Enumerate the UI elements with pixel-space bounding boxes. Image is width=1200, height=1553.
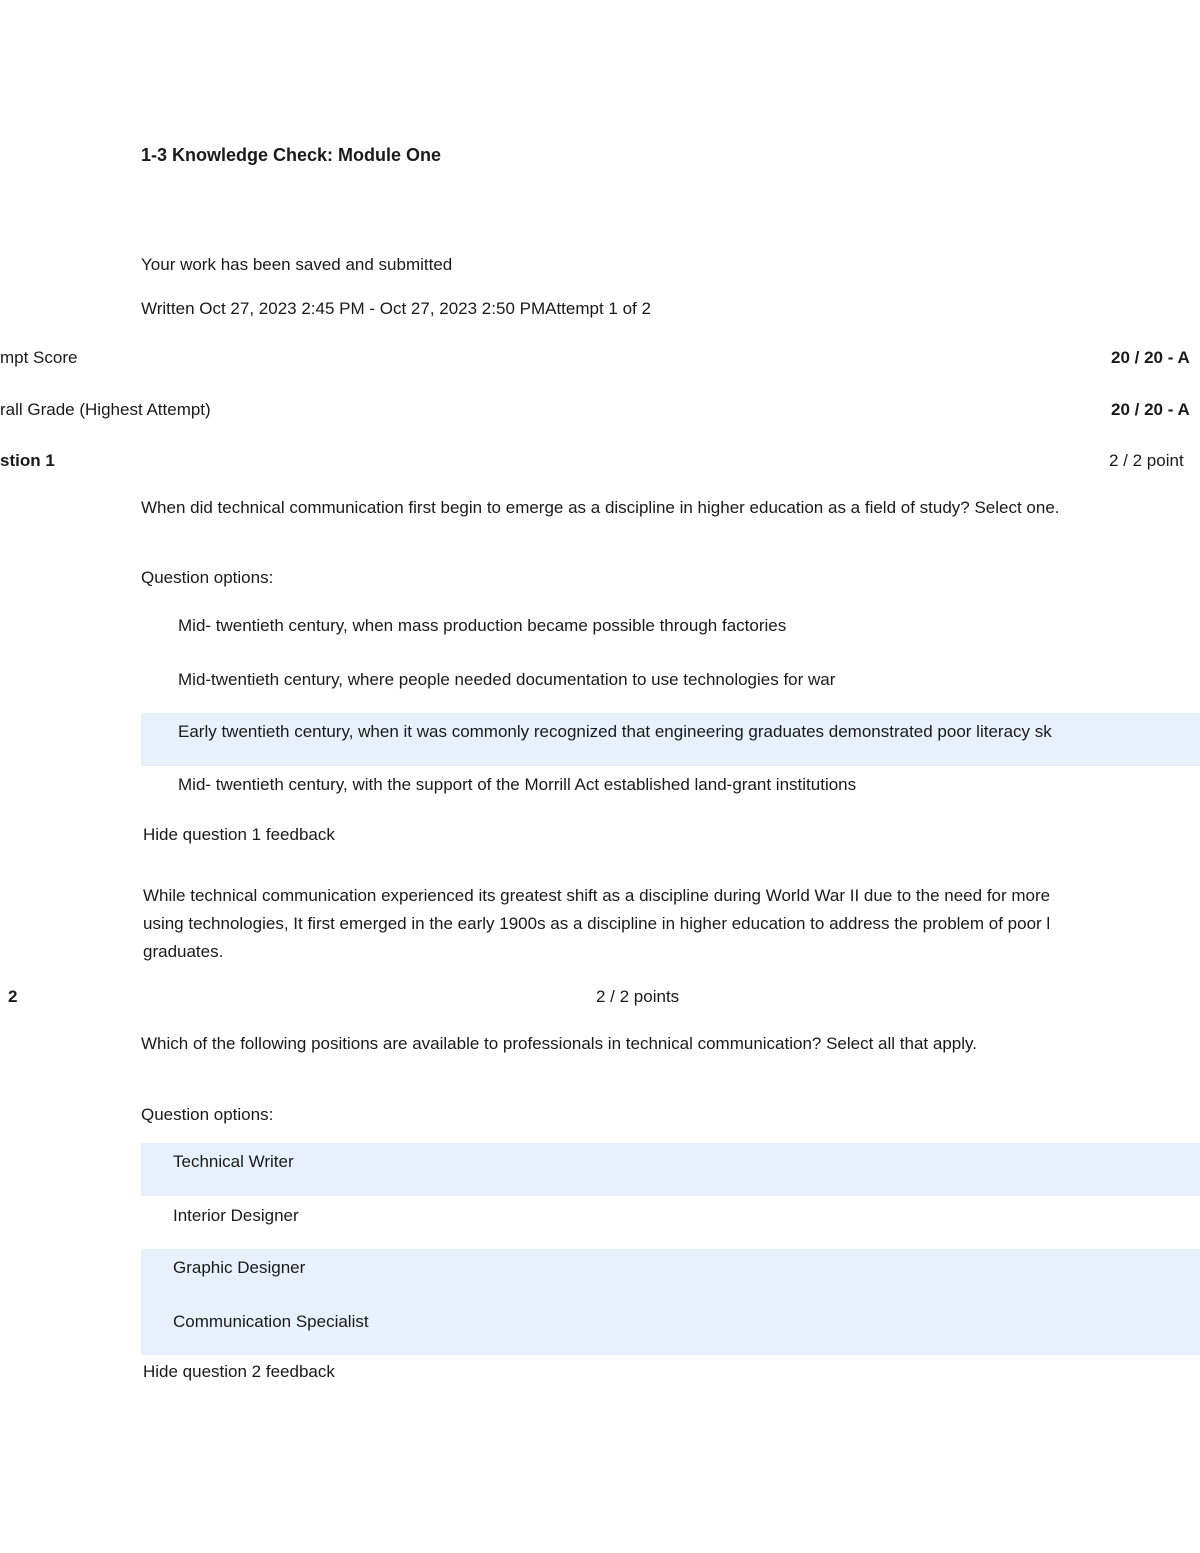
question-1-prompt: When did technical communication first begin to emerge as a discipline in higher education as a field of study? Select one. <box>141 498 1060 517</box>
attempt-score-label: mpt Score <box>0 348 78 367</box>
hide-question-1-feedback-link[interactable]: Hide question 1 feedback <box>143 825 335 844</box>
question-2-option-correct: Technical Writer <box>173 1152 294 1171</box>
question-1-points: 2 / 2 point <box>1109 451 1184 470</box>
question-1-options-label: Question options: <box>141 568 274 587</box>
question-1-option: Mid-twentieth century, where people needed documentation to use technologies for war <box>178 670 836 689</box>
attempt-score-value: 20 / 20 - A <box>1111 348 1190 367</box>
question-1-option: Mid- twentieth century, with the support of the Morrill Act established land-grant institutions <box>178 775 857 794</box>
question-2-prompt: Which of the following positions are available to professionals in technical communication? Select all that apply. <box>141 1034 977 1053</box>
overall-grade-label: rall Grade (Highest Attempt) <box>0 400 211 419</box>
submission-status: Your work has been saved and submitted <box>141 255 453 274</box>
question-2-points: 2 / 2 points <box>596 987 680 1006</box>
question-1-option-correct: Early twentieth century, when it was commonly recognized that engineering graduates demonstrated poor literacy sk <box>178 722 1052 741</box>
question-2-options-label: Question options: <box>141 1105 274 1124</box>
feedback-line: graduates. <box>143 942 224 961</box>
question-2-option-correct: Communication Specialist <box>173 1312 369 1331</box>
overall-grade-value: 20 / 20 - A <box>1111 400 1190 419</box>
page-title: 1-3 Knowledge Check: Module One <box>141 145 442 165</box>
feedback-line: While technical communication experienced its greatest shift as a discipline during World War II due to the need for more <box>143 886 1051 905</box>
feedback-line: using technologies, It first emerged in the early 1900s as a discipline in higher education to address the problem of poor l <box>143 914 1051 933</box>
question-2-label: 2 <box>8 987 18 1006</box>
attempt-written-info: Written Oct 27, 2023 2:45 PM - Oct 27, 2023 2:50 PMAttempt 1 of 2 <box>141 299 651 318</box>
question-2-option-correct: Graphic Designer <box>173 1258 306 1277</box>
selected-option-highlight <box>141 1143 1200 1196</box>
question-1-option: Mid- twentieth century, when mass production became possible through factories <box>178 616 787 635</box>
question-1-label: stion 1 <box>0 451 55 470</box>
hide-question-2-feedback-link[interactable]: Hide question 2 feedback <box>143 1362 335 1381</box>
question-2-option: Interior Designer <box>173 1206 299 1225</box>
